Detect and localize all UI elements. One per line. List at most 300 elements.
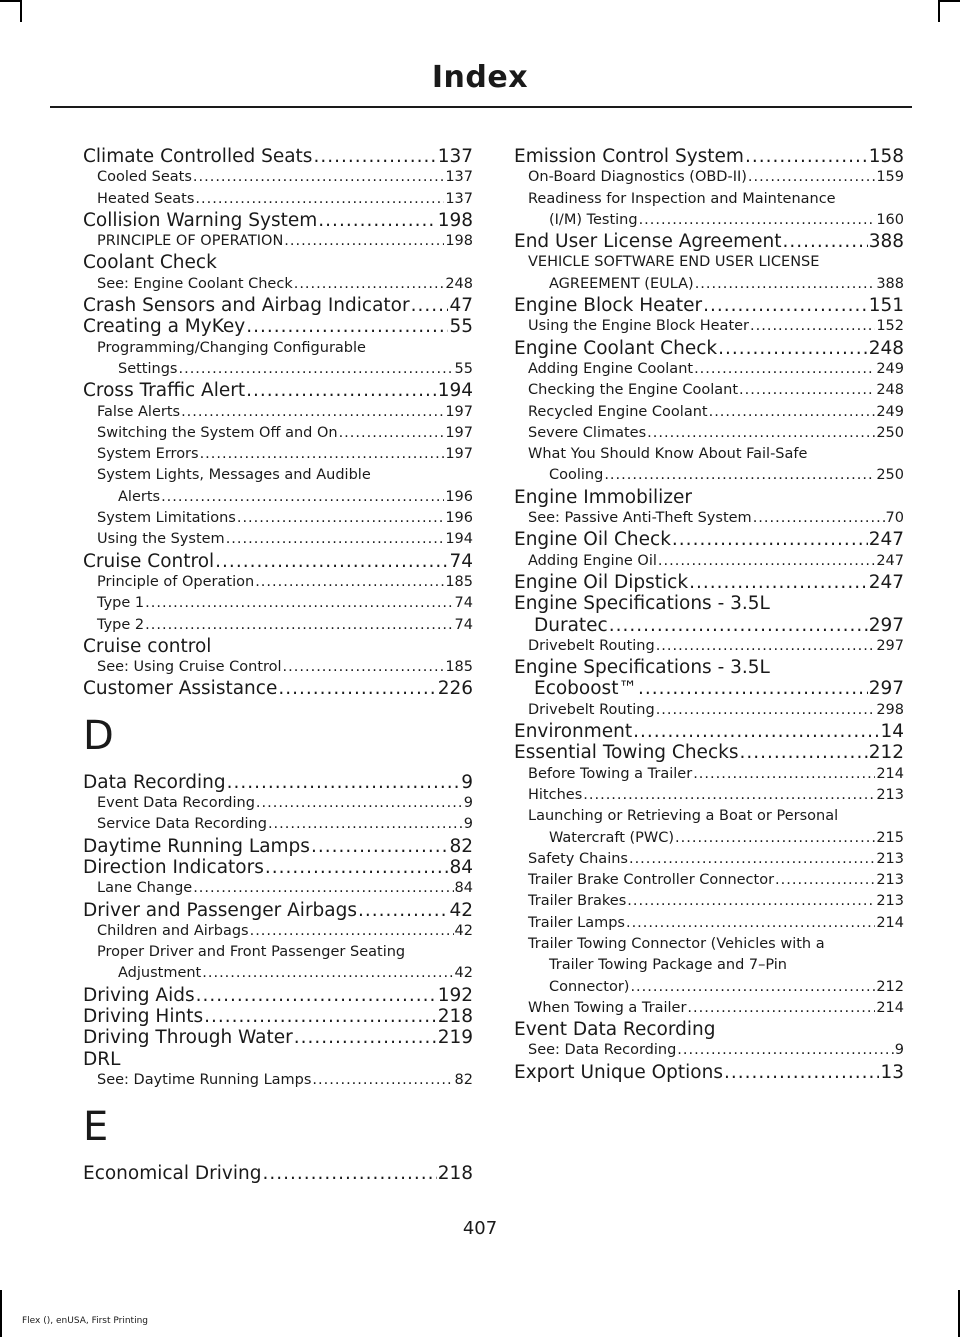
page-ref: 247 bbox=[868, 571, 904, 593]
entry-text: See: Daytime Running Lamps bbox=[97, 1071, 312, 1088]
entry-text: Ecoboost™ bbox=[534, 678, 637, 700]
entry-text: Severe Climates bbox=[528, 424, 647, 441]
dot-leader bbox=[672, 529, 868, 550]
dot-leader bbox=[782, 231, 867, 252]
index-subentry bbox=[83, 793, 473, 814]
page-ref: 213 bbox=[876, 893, 904, 910]
dot-leader bbox=[775, 870, 875, 891]
index-entry bbox=[514, 678, 904, 699]
dot-leader bbox=[745, 146, 868, 167]
entry-text: Essential Towing Checks bbox=[514, 742, 739, 764]
page-ref: 42 bbox=[454, 965, 473, 982]
entry-text: Hitches bbox=[528, 786, 583, 803]
dot-leader bbox=[750, 316, 875, 337]
dot-leader bbox=[656, 636, 876, 657]
dot-leader bbox=[312, 1070, 453, 1091]
entry-text: Engine Coolant Check bbox=[514, 337, 718, 359]
index-heading: Cruise control bbox=[83, 635, 212, 657]
entry-text: Lane Change bbox=[97, 880, 193, 897]
page-ref: 196 bbox=[445, 488, 473, 505]
dot-leader bbox=[181, 402, 444, 423]
page-ref: 192 bbox=[437, 984, 473, 1006]
index-entry bbox=[83, 857, 473, 878]
page-ref: 212 bbox=[876, 978, 904, 995]
dot-leader bbox=[255, 572, 444, 593]
dot-leader bbox=[278, 678, 436, 699]
index-subentry bbox=[514, 849, 904, 870]
index-subentry bbox=[83, 231, 473, 252]
index-subentry bbox=[83, 1070, 473, 1091]
index-subentry bbox=[83, 878, 473, 899]
entry-text: Drivebelt Routing bbox=[528, 637, 655, 654]
entry-text: (I/M) Testing bbox=[549, 211, 638, 228]
dot-leader bbox=[262, 1163, 436, 1184]
dot-leader bbox=[215, 551, 448, 572]
dot-leader bbox=[656, 700, 876, 721]
entry-text: See: Data Recording bbox=[528, 1042, 677, 1059]
dot-leader bbox=[647, 423, 875, 444]
entry-text: Recycled Engine Coolant bbox=[528, 403, 708, 420]
dot-leader bbox=[294, 274, 445, 295]
page-ref: 247 bbox=[876, 552, 904, 569]
dot-leader bbox=[195, 189, 444, 210]
index-subentry bbox=[83, 359, 473, 380]
dot-leader bbox=[609, 615, 868, 636]
entry-text: Switching the System Off and On bbox=[97, 424, 338, 441]
page-ref: 82 bbox=[449, 835, 473, 857]
dot-leader bbox=[311, 836, 449, 857]
dot-leader bbox=[687, 998, 875, 1019]
index-entry bbox=[514, 146, 904, 167]
page-ref: 248 bbox=[868, 337, 904, 359]
page-ref: 219 bbox=[437, 1027, 473, 1049]
dot-leader bbox=[753, 508, 885, 529]
index-entry bbox=[514, 338, 904, 359]
entry-text: Settings bbox=[118, 360, 178, 377]
entry-text: Duratec bbox=[534, 614, 608, 636]
index-subentry bbox=[514, 210, 904, 231]
index-heading: Engine Immobilizer bbox=[514, 486, 692, 508]
index-subentry bbox=[514, 274, 904, 295]
page-ref: 250 bbox=[876, 424, 904, 441]
page-ref: 185 bbox=[445, 659, 473, 676]
entry-text: Collision Warning System bbox=[83, 209, 318, 231]
entry-text: Type 2 bbox=[97, 616, 145, 633]
page-ref: 137 bbox=[437, 146, 473, 167]
index-subentry bbox=[514, 167, 904, 188]
dot-leader bbox=[161, 487, 444, 508]
entry-text: Alerts bbox=[118, 488, 161, 505]
index-subentry bbox=[83, 274, 473, 295]
index-entry bbox=[83, 295, 473, 316]
index-subentry bbox=[83, 572, 473, 593]
entry-text: Export Unique Options bbox=[514, 1061, 723, 1083]
dot-leader bbox=[246, 380, 437, 401]
page-ref: 70 bbox=[885, 510, 904, 527]
entry-text: Creating a MyKey bbox=[83, 316, 246, 338]
page-ref: 9 bbox=[894, 1042, 904, 1059]
entry-text: See: Using Cruise Control bbox=[97, 659, 282, 676]
index-subentry-line: Proper Driver and Front Passenger Seating bbox=[97, 944, 406, 961]
dot-leader bbox=[246, 316, 448, 337]
entry-text: Environment bbox=[514, 721, 633, 743]
dot-leader bbox=[237, 508, 444, 529]
dot-leader bbox=[256, 793, 463, 814]
crop-mark-bottom-left bbox=[0, 1290, 2, 1337]
dot-leader bbox=[639, 210, 876, 231]
page-ref: 152 bbox=[876, 318, 904, 335]
page-ref: 197 bbox=[445, 446, 473, 463]
index-subentry bbox=[83, 402, 473, 423]
dot-leader bbox=[748, 167, 875, 188]
index-subentry bbox=[514, 764, 904, 785]
index-subentry bbox=[514, 998, 904, 1019]
entry-text: Economical Driving bbox=[83, 1163, 262, 1185]
index-subentry bbox=[83, 189, 473, 210]
index-subentry bbox=[514, 551, 904, 572]
page-ref: 74 bbox=[449, 550, 473, 572]
dot-leader bbox=[318, 210, 436, 231]
crop-mark-top-right bbox=[938, 0, 960, 2]
index-subentry-line: Launching or Retrieving a Boat or Personal bbox=[528, 808, 839, 825]
index-subentry-line: System Lights, Messages and Audible bbox=[97, 467, 371, 484]
entry-text: End User License Agreement bbox=[514, 231, 782, 253]
entry-text: Heated Seats bbox=[97, 190, 195, 207]
crop-mark-top-left-v bbox=[20, 0, 22, 22]
entry-text: Climate Controlled Seats bbox=[83, 146, 313, 167]
entry-text: Driving Hints bbox=[83, 1005, 204, 1027]
dot-leader bbox=[294, 1027, 437, 1048]
index-subentry-line: Trailer Towing Connector (Vehicles with a bbox=[528, 935, 825, 952]
page-ref: 214 bbox=[876, 765, 904, 782]
index-subentry-line: What You Should Know About Fail-Safe bbox=[528, 446, 808, 463]
page-ref: 297 bbox=[876, 637, 904, 654]
page-ref: 47 bbox=[449, 295, 473, 317]
page-ref: 197 bbox=[445, 403, 473, 420]
page-ref: 151 bbox=[868, 295, 904, 317]
index-subentry-line: Programming/Changing Configurable bbox=[97, 339, 366, 356]
entry-text: Data Recording bbox=[83, 771, 226, 793]
page-ref: 194 bbox=[437, 380, 473, 402]
index-subentry bbox=[514, 1040, 904, 1061]
entry-text: Trailer Brake Controller Connector bbox=[528, 872, 775, 889]
page-ref: 74 bbox=[454, 595, 473, 612]
dot-leader bbox=[739, 380, 875, 401]
entry-text: See: Engine Coolant Check bbox=[97, 275, 293, 292]
entry-text: Principle of Operation bbox=[97, 573, 255, 590]
page-ref: 248 bbox=[876, 382, 904, 399]
dot-leader bbox=[250, 921, 454, 942]
entry-text: Adjustment bbox=[118, 965, 202, 982]
page-ref: 214 bbox=[876, 914, 904, 931]
dot-leader bbox=[675, 828, 875, 849]
dot-leader bbox=[677, 1040, 893, 1061]
index-entry bbox=[83, 551, 473, 572]
dot-leader bbox=[689, 572, 868, 593]
page-ref: 198 bbox=[437, 209, 473, 231]
entry-text: Direction Indicators bbox=[83, 856, 264, 878]
page-ref: 226 bbox=[437, 678, 473, 700]
page-ref: 213 bbox=[876, 786, 904, 803]
page-ref: 137 bbox=[445, 190, 473, 207]
index-entry bbox=[83, 772, 473, 793]
dot-leader bbox=[629, 849, 875, 870]
entry-text: Engine Oil Dipstick bbox=[514, 571, 689, 593]
index-subentry bbox=[83, 593, 473, 614]
page-ref: 297 bbox=[868, 614, 904, 636]
entry-text: On-Board Diagnostics (OBD-II) bbox=[528, 169, 747, 186]
dot-leader bbox=[178, 359, 453, 380]
entry-text: Daytime Running Lamps bbox=[83, 835, 310, 857]
entry-text: Service Data Recording bbox=[97, 816, 267, 833]
dot-leader bbox=[703, 295, 868, 316]
index-entry bbox=[514, 529, 904, 550]
dot-leader bbox=[193, 167, 444, 188]
entry-text: Driving Aids bbox=[83, 984, 195, 1006]
index-entry bbox=[514, 1062, 904, 1083]
index-subentry bbox=[514, 977, 904, 998]
page-ref: 42 bbox=[449, 899, 473, 921]
page-ref: 198 bbox=[445, 233, 473, 250]
index-subentry-line: Readiness for Inspection and Maintenance bbox=[528, 190, 836, 207]
index-subentry bbox=[514, 465, 904, 486]
dot-leader bbox=[193, 878, 453, 899]
page-ref: 249 bbox=[876, 403, 904, 420]
index-entry bbox=[514, 572, 904, 593]
page-ref: 213 bbox=[876, 850, 904, 867]
dot-leader bbox=[411, 295, 449, 316]
page-ref: 160 bbox=[876, 211, 904, 228]
dot-leader bbox=[268, 814, 463, 835]
page-ref: 298 bbox=[876, 701, 904, 718]
index-entry bbox=[83, 836, 473, 857]
index-subentry-line: VEHICLE SOFTWARE END USER LICENSE bbox=[528, 254, 820, 271]
page-ref: 388 bbox=[868, 231, 904, 253]
index-subentry bbox=[83, 615, 473, 636]
entry-text: Cross Traffic Alert bbox=[83, 380, 246, 402]
page-ref: 55 bbox=[454, 360, 473, 377]
page-ref: 250 bbox=[876, 467, 904, 484]
page-ref: 388 bbox=[876, 275, 904, 292]
index-entry bbox=[514, 231, 904, 252]
dot-leader bbox=[693, 764, 875, 785]
dot-leader bbox=[638, 678, 868, 699]
index-entry bbox=[83, 146, 473, 167]
page-ref: 14 bbox=[880, 721, 904, 743]
dot-leader bbox=[339, 423, 445, 444]
page-ref: 197 bbox=[445, 424, 473, 441]
entry-text: Event Data Recording bbox=[97, 795, 255, 812]
index-entry bbox=[514, 295, 904, 316]
index-entry bbox=[83, 1027, 473, 1048]
entry-text: Using the System bbox=[97, 531, 225, 548]
entry-text: System Limitations bbox=[97, 510, 236, 527]
entry-text: Adding Engine Coolant bbox=[528, 360, 694, 377]
page-ref: 214 bbox=[876, 999, 904, 1016]
section-letter: D bbox=[83, 712, 114, 759]
index-subentry bbox=[514, 828, 904, 849]
index-subentry bbox=[514, 359, 904, 380]
dot-leader bbox=[145, 615, 453, 636]
page-ref: 158 bbox=[868, 146, 904, 167]
dot-leader bbox=[583, 785, 875, 806]
section-letter: E bbox=[83, 1104, 109, 1151]
page-ref: 9 bbox=[461, 771, 473, 793]
dot-leader bbox=[358, 900, 448, 921]
entry-text: AGREEMENT (EULA) bbox=[549, 275, 694, 292]
index-entry bbox=[83, 380, 473, 401]
index-subentry bbox=[514, 913, 904, 934]
entry-text: Customer Assistance bbox=[83, 678, 278, 700]
index-subentry bbox=[83, 657, 473, 678]
dot-leader bbox=[695, 274, 876, 295]
index-subentry bbox=[83, 487, 473, 508]
page-ref: 194 bbox=[445, 531, 473, 548]
page-ref: 213 bbox=[876, 872, 904, 889]
entry-text: Children and Airbags bbox=[97, 922, 249, 939]
index-subentry bbox=[514, 316, 904, 337]
footer-printing-info: Flex (), enUSA, First Printing bbox=[22, 1316, 148, 1326]
page-ref: 42 bbox=[454, 922, 473, 939]
page-ref: 13 bbox=[880, 1061, 904, 1083]
entry-text: Adding Engine Oil bbox=[528, 552, 657, 569]
entry-text: Checking the Engine Coolant bbox=[528, 382, 739, 399]
page-ref: 212 bbox=[868, 742, 904, 764]
index-subentry bbox=[514, 423, 904, 444]
index-heading: DRL bbox=[83, 1048, 121, 1070]
page-ref: 218 bbox=[437, 1163, 473, 1185]
index-subentry bbox=[83, 444, 473, 465]
entry-text: Watercraft (PWC) bbox=[549, 829, 675, 846]
dot-leader bbox=[313, 146, 436, 167]
dot-leader bbox=[283, 657, 445, 678]
entry-text: Cooled Seats bbox=[97, 169, 192, 186]
page-ref: 84 bbox=[454, 880, 473, 897]
dot-leader bbox=[196, 985, 437, 1006]
index-entry bbox=[83, 210, 473, 231]
index-subentry bbox=[83, 814, 473, 835]
index-subentry bbox=[83, 921, 473, 942]
dot-leader bbox=[145, 593, 453, 614]
index-entry bbox=[83, 1163, 473, 1184]
index-column-right bbox=[514, 146, 904, 1083]
entry-text: Cruise Control bbox=[83, 550, 215, 572]
dot-leader bbox=[694, 359, 875, 380]
index-entry-line: Engine Specifications - 3.5L bbox=[514, 593, 770, 615]
page-ref: 82 bbox=[454, 1071, 473, 1088]
page-ref: 55 bbox=[449, 316, 473, 338]
dot-leader bbox=[227, 772, 461, 793]
index-subentry bbox=[514, 508, 904, 529]
page-ref: 215 bbox=[876, 829, 904, 846]
dot-leader bbox=[718, 338, 868, 359]
index-column-left bbox=[83, 146, 473, 1184]
index-subentry bbox=[514, 636, 904, 657]
page-ref: 9 bbox=[463, 816, 473, 833]
index-subentry bbox=[83, 963, 473, 984]
index-subentry bbox=[83, 508, 473, 529]
entry-text: Engine Block Heater bbox=[514, 295, 703, 317]
dot-leader bbox=[630, 977, 875, 998]
entry-text: Trailer Brakes bbox=[528, 893, 627, 910]
dot-leader bbox=[633, 721, 879, 742]
dot-leader bbox=[284, 231, 444, 252]
crop-mark-top-left bbox=[0, 0, 22, 2]
page-ref: 9 bbox=[463, 795, 473, 812]
entry-text: False Alerts bbox=[97, 403, 181, 420]
entry-text: Engine Oil Check bbox=[514, 529, 671, 551]
page-ref: 218 bbox=[437, 1005, 473, 1027]
index-entry bbox=[83, 316, 473, 337]
entry-text: Safety Chains bbox=[528, 850, 628, 867]
index-entry bbox=[514, 721, 904, 742]
entry-text: Driver and Passenger Airbags bbox=[83, 899, 358, 921]
crop-mark-top-right-v bbox=[938, 0, 940, 22]
header-rule bbox=[50, 106, 912, 108]
index-subentry bbox=[514, 785, 904, 806]
index-entry bbox=[514, 615, 904, 636]
page-ref: 247 bbox=[868, 529, 904, 551]
dot-leader bbox=[202, 963, 453, 984]
dot-leader bbox=[739, 742, 867, 763]
entry-text: See: Passive Anti-Theft System bbox=[528, 510, 752, 527]
page-ref: 185 bbox=[445, 573, 473, 590]
page-title: Index bbox=[431, 60, 529, 95]
page-number: 407 bbox=[462, 1218, 498, 1239]
index-entry-line: Engine Specifications - 3.5L bbox=[514, 657, 770, 679]
page-ref: 74 bbox=[454, 616, 473, 633]
dot-leader bbox=[265, 857, 449, 878]
page-ref: 249 bbox=[876, 360, 904, 377]
entry-text: When Towing a Trailer bbox=[528, 999, 687, 1016]
page-ref: 137 bbox=[445, 169, 473, 186]
page-ref: 84 bbox=[449, 856, 473, 878]
entry-text: System Errors bbox=[97, 446, 199, 463]
dot-leader bbox=[204, 1006, 437, 1027]
index-entry bbox=[83, 900, 473, 921]
index-entry bbox=[83, 1006, 473, 1027]
index-subentry-line: Trailer Towing Package and 7–Pin bbox=[549, 957, 787, 974]
entry-text: PRINCIPLE OF OPERATION bbox=[97, 233, 284, 250]
entry-text: Connector) bbox=[549, 978, 630, 995]
entry-text: Drivebelt Routing bbox=[528, 701, 655, 718]
dot-leader bbox=[626, 913, 875, 934]
entry-text: Using the Engine Block Heater bbox=[528, 318, 750, 335]
index-entry bbox=[514, 742, 904, 763]
index-subentry bbox=[83, 529, 473, 550]
index-subentry bbox=[514, 402, 904, 423]
page-ref: 297 bbox=[868, 678, 904, 700]
index-entry bbox=[83, 678, 473, 699]
entry-text: Trailer Lamps bbox=[528, 914, 625, 931]
entry-text: Cooling bbox=[549, 467, 604, 484]
index-heading: Event Data Recording bbox=[514, 1019, 716, 1041]
entry-text: Driving Through Water bbox=[83, 1027, 293, 1049]
entry-text: Crash Sensors and Airbag Indicator bbox=[83, 295, 410, 317]
dot-leader bbox=[709, 402, 876, 423]
dot-leader bbox=[658, 551, 875, 572]
page-ref: 248 bbox=[445, 275, 473, 292]
dot-leader bbox=[724, 1062, 879, 1083]
dot-leader bbox=[200, 444, 445, 465]
index-subentry bbox=[514, 891, 904, 912]
dot-leader bbox=[226, 529, 445, 550]
index-subentry bbox=[514, 870, 904, 891]
dot-leader bbox=[627, 891, 875, 912]
entry-text: Emission Control System bbox=[514, 146, 744, 167]
entry-text: Before Towing a Trailer bbox=[528, 765, 693, 782]
page-ref: 159 bbox=[876, 169, 904, 186]
